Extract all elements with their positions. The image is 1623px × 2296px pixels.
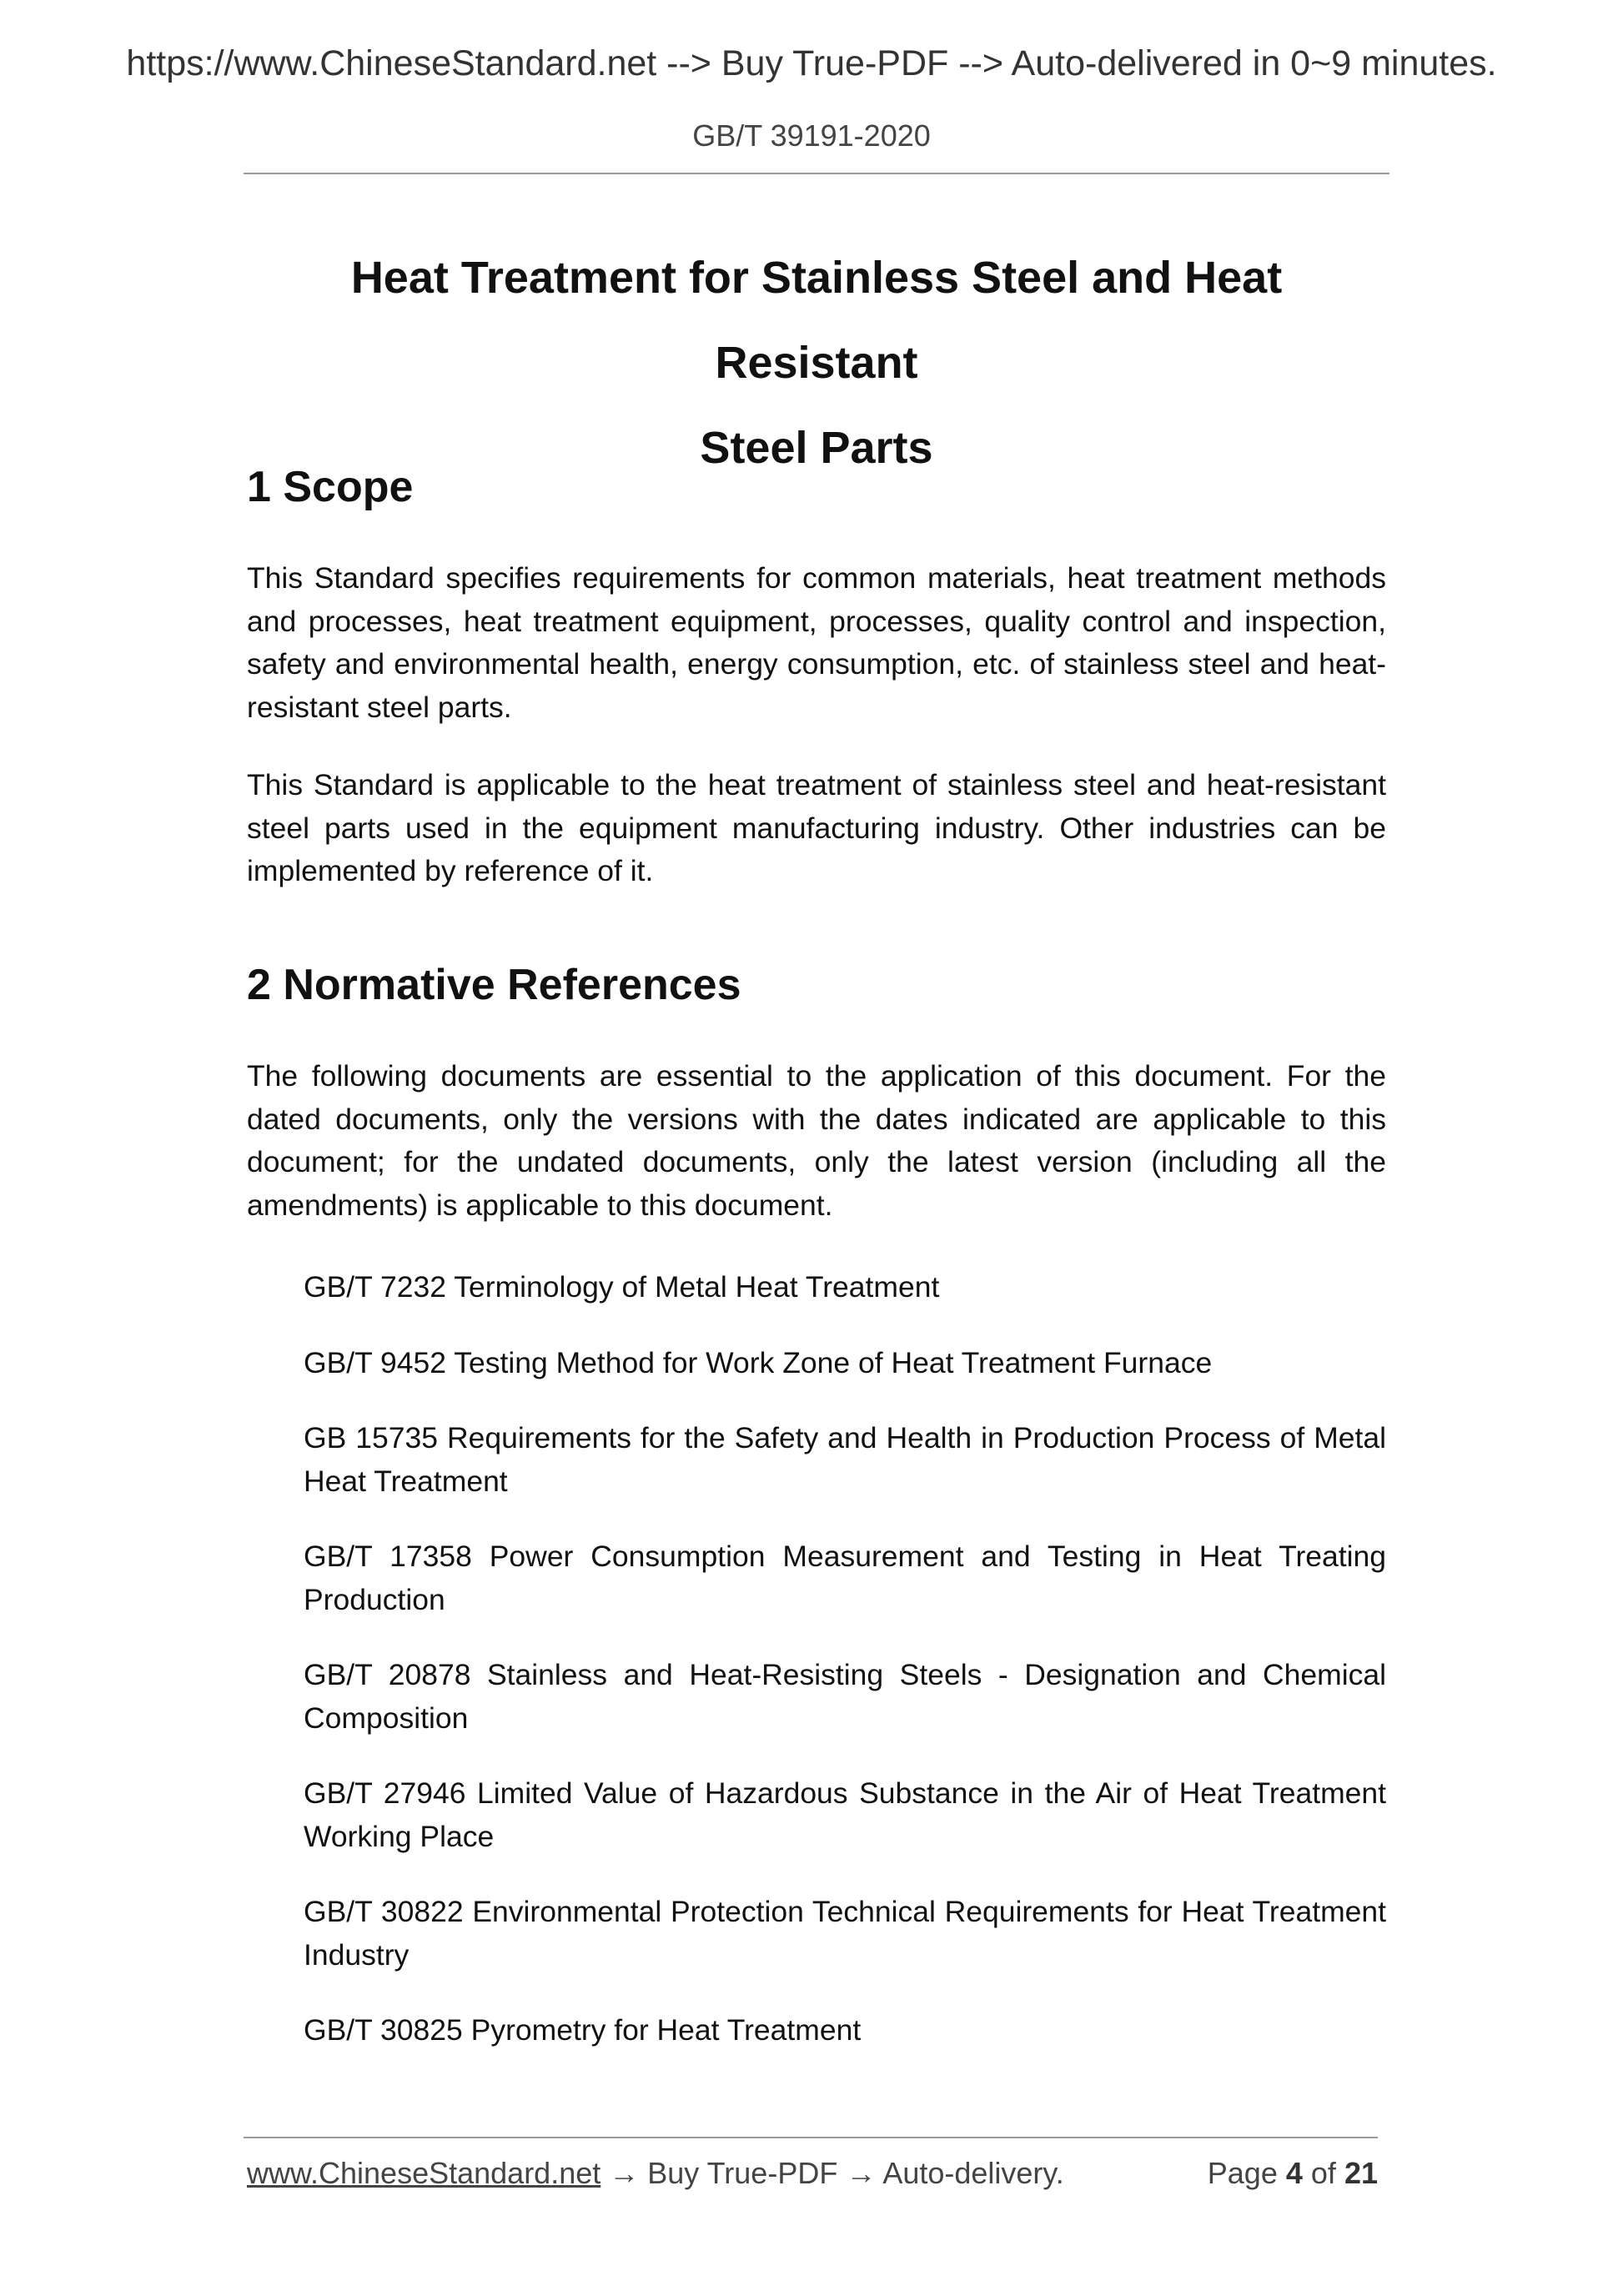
page-footer	[247, 2156, 1378, 2191]
reference-item: GB/T 20878 Stainless and Heat-Resisting Steels - Designation and Chemical Composition	[304, 1658, 1386, 1735]
reference-item: GB/T 30825 Pyrometry for Heat Treatment	[304, 2013, 862, 2047]
standard-code: GB/T 39191-2020	[692, 118, 931, 153]
document-title-line-2: Steel Parts	[700, 423, 933, 473]
reference-item: GB 15735 Requirements for the Safety and Health in Production Process of Metal Heat Treatment	[304, 1421, 1386, 1498]
scope-paragraph-2: This Standard is applicable to the heat treatment of stainless steel and heat-resistant steel parts used in the equipment manufacturing industry. Other industries can be implemented by reference of it.	[247, 768, 1386, 887]
page-indicator	[1208, 2156, 1378, 2191]
footer-tagline: → Buy True-PDF → Auto-delivery.	[600, 2156, 1064, 2190]
scope-paragraph-1: This Standard specifies requirements for common materials, heat treatment methods and processes, heat treatment equipment, processes, quality control and inspection, safety and environmental health, energy consumption, etc. of stainless steel and heat-resistant steel parts.	[247, 561, 1386, 724]
normative-reference-list	[304, 1266, 1386, 2085]
section-heading-normative-references: 2 Normative References	[247, 961, 741, 1009]
reference-item: GB/T 17358 Power Consumption Measurement and Testing in Heat Treating Production	[304, 1540, 1386, 1616]
document-title	[244, 235, 1389, 490]
document-title-line-1: Heat Treatment for Stainless Steel and Heat Resistant	[350, 253, 1283, 388]
of-word: of	[1310, 2156, 1336, 2190]
current-page-number: 4	[1285, 2156, 1303, 2190]
reference-item: GB/T 30822 Environmental Protection Technical Requirements for Heat Treatment Industry	[304, 1895, 1386, 1972]
header-banner: https://www.ChineseStandard.net --> Buy True-PDF --> Auto-delivered in 0~9 minutes.	[126, 43, 1497, 83]
references-intro-paragraph: The following documents are essential to the application of this document. For the dated documents, only the versions with the dates indicated are applicable to this document; for the undated documents, only the latest version (including all the amendments) is applicable to this document.	[247, 1059, 1386, 1222]
footer-website-link[interactable]: www.ChineseStandard.net	[247, 2156, 601, 2190]
page-word: Page	[1207, 2156, 1278, 2190]
reference-item: GB/T 7232 Terminology of Metal Heat Treatment	[304, 1270, 940, 1304]
total-page-count: 21	[1344, 2156, 1378, 2190]
reference-item: GB/T 27946 Limited Value of Hazardous Substance in the Air of Heat Treatment Working Place	[304, 1776, 1386, 1853]
reference-item: GB/T 9452 Testing Method for Work Zone of Heat Treatment Furnace	[304, 1345, 1213, 1379]
footer-divider	[244, 2137, 1378, 2138]
section-heading-scope: 1 Scope	[247, 463, 414, 511]
header-divider	[244, 173, 1389, 174]
